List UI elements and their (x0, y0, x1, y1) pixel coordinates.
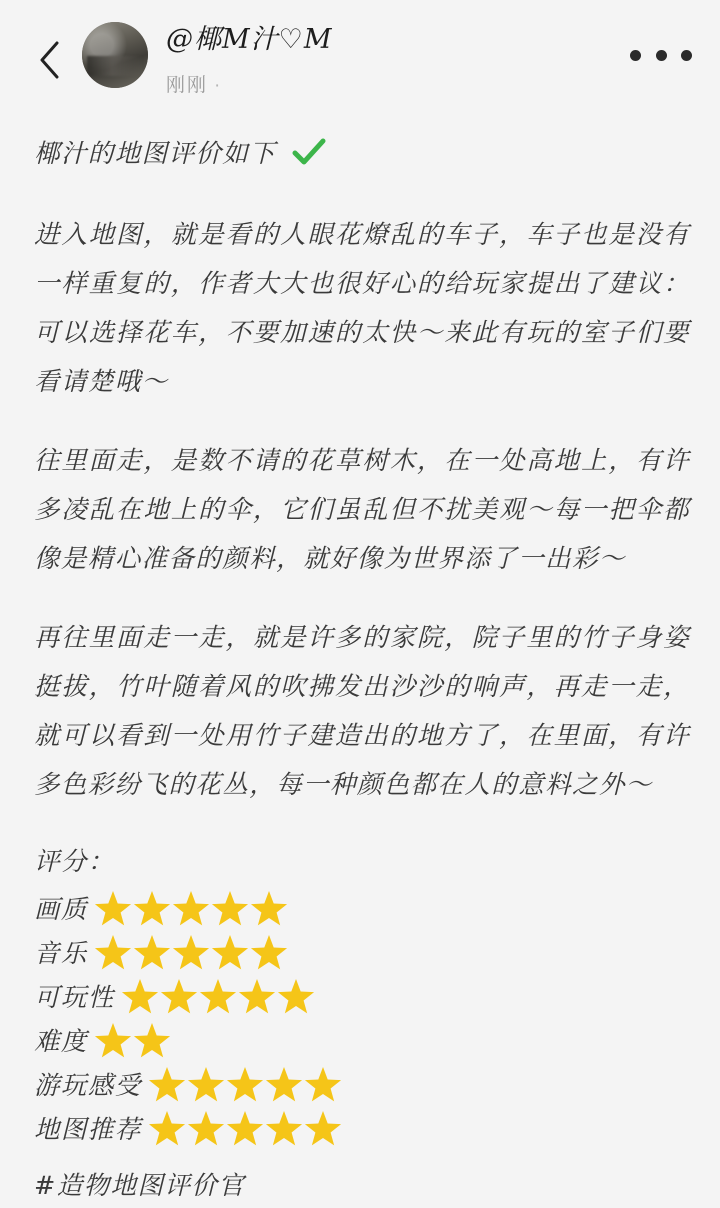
star-icon (238, 979, 276, 1017)
rating-label: 音乐 (34, 939, 88, 969)
post-hashtag[interactable]: #造物地图评价官 (34, 1171, 246, 1201)
rating-stars (148, 1111, 343, 1149)
rating-stars (121, 979, 316, 1017)
back-button[interactable] (26, 30, 72, 90)
rating-label: 地图推荐 (34, 1115, 142, 1145)
rating-row-music (34, 932, 690, 976)
ratings-title: 评分： (34, 847, 115, 877)
star-icon (133, 891, 171, 929)
author-block[interactable] (166, 22, 333, 97)
star-icon (94, 891, 132, 929)
post-title-line (34, 130, 690, 183)
star-icon (133, 1023, 171, 1061)
post-paragraph: 进入地图，就是看的人眼花燎乱的车子，车子也是没有一样重复的，作者大大也很好心的给玩家提出了建议：可以选择花车，不要加速的太快～来此有玩的室子们要看请楚哦～ (34, 220, 690, 397)
green-check-icon (292, 134, 326, 183)
star-icon (172, 891, 210, 929)
star-icon (121, 979, 159, 1017)
star-icon (148, 1111, 186, 1149)
rating-label: 游玩感受 (34, 1071, 142, 1101)
avatar-image (82, 22, 148, 88)
more-dot-2 (656, 50, 667, 61)
rating-stars (94, 1023, 172, 1061)
post-header (0, 0, 720, 118)
star-icon (277, 979, 315, 1017)
star-icon (187, 1111, 225, 1149)
post-meta (166, 70, 333, 97)
star-icon (94, 935, 132, 973)
star-icon (199, 979, 237, 1017)
star-icon (304, 1111, 342, 1149)
more-dot-3 (681, 50, 692, 61)
rating-row-playability (34, 976, 690, 1020)
rating-row-image-quality (34, 888, 690, 932)
rating-label: 画质 (34, 895, 88, 925)
rating-row-difficulty (34, 1020, 690, 1064)
ratings-section (34, 840, 690, 1208)
avatar[interactable] (82, 22, 148, 88)
rating-label: 可玩性 (34, 983, 115, 1013)
star-icon (265, 1111, 303, 1149)
star-icon (133, 935, 171, 973)
chevron-left-icon (38, 41, 60, 79)
rating-row-experience (34, 1064, 690, 1108)
post-title-text: 椰汁的地图评价如下 (34, 139, 277, 169)
more-options-button[interactable] (630, 40, 692, 70)
star-icon (172, 935, 210, 973)
star-icon (160, 979, 198, 1017)
rating-row-recommendation (34, 1108, 690, 1152)
rating-stars (148, 1067, 343, 1105)
post-content (0, 118, 720, 1208)
star-icon (187, 1067, 225, 1105)
star-icon (250, 891, 288, 929)
star-icon (226, 1111, 264, 1149)
star-icon (211, 935, 249, 973)
post-timestamp: 刚刚 (166, 75, 209, 97)
rating-label: 难度 (34, 1027, 88, 1057)
star-icon (94, 1023, 132, 1061)
more-dot-1 (630, 50, 641, 61)
post-paragraph: 再往里面走一走，就是许多的家院，院子里的竹子身姿挺拔，竹叶随着风的吹拂发出沙沙的响声，再走一走，就可以看到一处用竹子建造出的地方了，在里面，有许多色彩纷飞的花丛，每一种颜色都在人的意料之外～ (34, 623, 690, 800)
meta-dot: · (214, 75, 223, 97)
star-icon (148, 1067, 186, 1105)
star-icon (265, 1067, 303, 1105)
star-icon (250, 935, 288, 973)
rating-stars (94, 891, 289, 929)
rating-stars (94, 935, 289, 973)
star-icon (304, 1067, 342, 1105)
star-icon (211, 891, 249, 929)
author-name: @椰M汁♡M (166, 24, 333, 55)
post-paragraph: 往里面走，是数不请的花草树木，在一处高地上，有许多凌乱在地上的伞，它们虽乱但不扰美观～每一把伞都像是精心准备的颜料，就好像为世界添了一出彩～ (34, 446, 690, 574)
star-icon (226, 1067, 264, 1105)
